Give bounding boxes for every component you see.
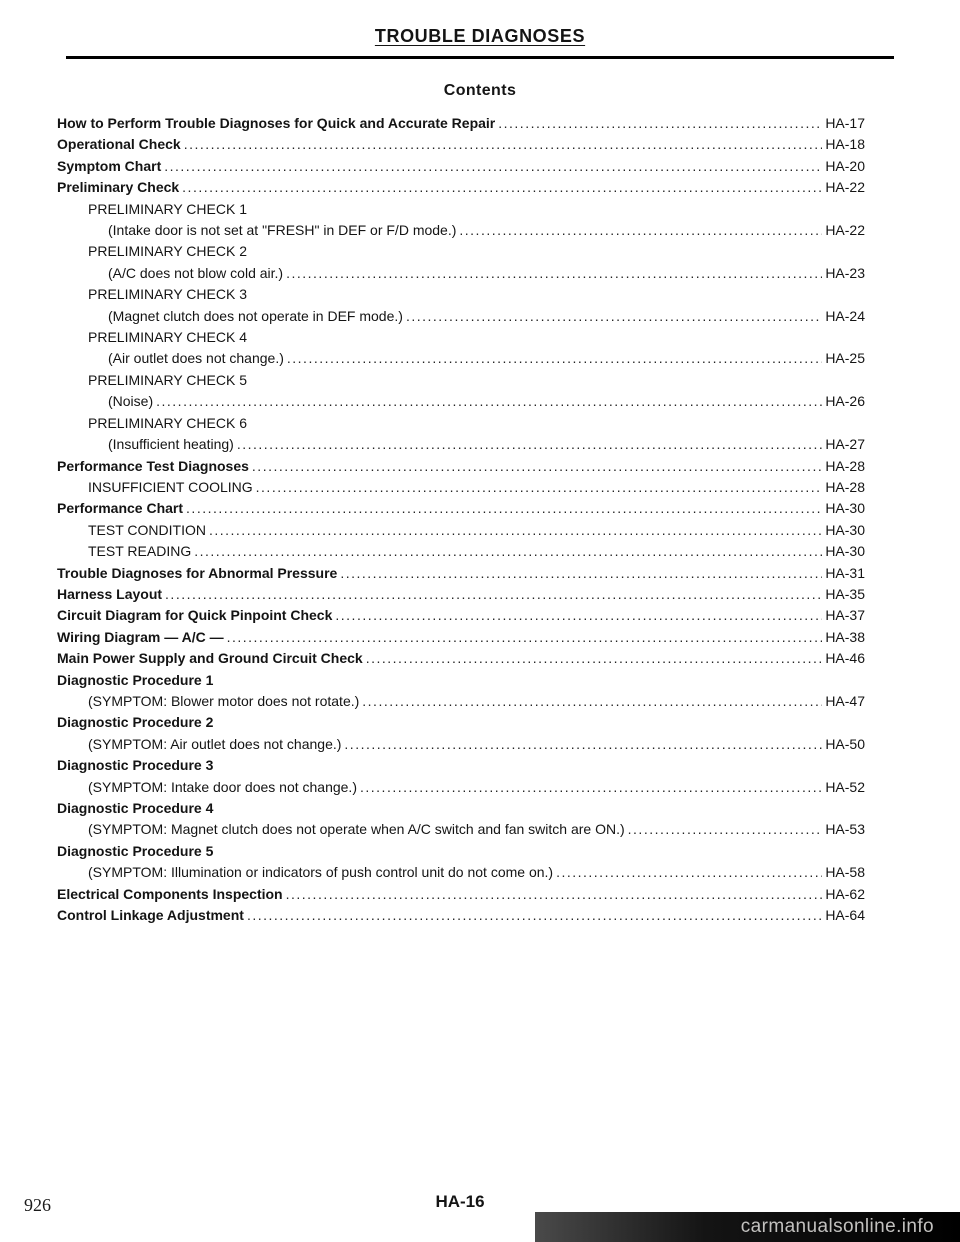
toc-leader-dots [194,541,822,562]
toc-entry-label: Diagnostic Procedure 2 [57,714,214,731]
toc-entry [57,819,865,840]
toc-entry-label: (Magnet clutch does not operate in DEF mode.) [108,307,403,324]
toc-entry [57,306,865,327]
toc-entry [57,755,865,776]
toc-entry-label: INSUFFICIENT COOLING [88,478,253,495]
toc-leader-dots [459,220,822,241]
toc-entry-page: HA-26 [825,393,865,410]
toc-entry-label: PRELIMINARY CHECK 5 [88,371,247,388]
toc-entry-label: TEST CONDITION [88,521,206,538]
toc-entry-label: Wiring Diagram — A/C — [57,628,224,645]
toc-entry [57,605,865,626]
toc-entry-label: Circuit Diagram for Quick Pinpoint Check [57,607,333,624]
header-rule [66,56,894,59]
toc-entry-label: PRELIMINARY CHECK 1 [88,200,247,217]
toc-entry [57,798,865,819]
toc-leader-dots [628,819,823,840]
contents-title: Contents [443,82,517,99]
toc-entry-label: (A/C does not blow cold air.) [108,264,284,281]
toc-entry-label: Control Linkage Adjustment [57,907,244,924]
toc-leader-dots [340,563,822,584]
toc-entry-page: HA-28 [825,478,865,495]
toc-leader-dots [335,605,822,626]
toc-entry [57,156,865,177]
toc-entry [57,563,865,584]
toc-entry-page: HA-53 [825,821,865,838]
toc-leader-dots [556,862,822,883]
toc-entry-page: HA-31 [825,564,865,581]
toc-entry [57,370,865,391]
toc-leader-dots [360,777,822,798]
toc-entry-label: PRELIMINARY CHECK 4 [88,329,247,346]
toc-entry [57,456,865,477]
toc-entry [57,199,865,220]
toc-entry [57,670,865,691]
toc-entry [57,134,865,155]
toc-entry-label: Electrical Components Inspection [57,885,283,902]
toc-leader-dots [247,905,822,926]
toc-entry-page: HA-46 [825,650,865,667]
toc-entry-page: HA-47 [825,692,865,709]
table-of-contents [57,113,865,926]
toc-entry [57,113,865,134]
toc-entry-label: (Intake door is not set at "FRESH" in DEF or F/D mode.) [108,222,457,239]
toc-entry [57,712,865,733]
toc-entry-label: How to Perform Trouble Diagnoses for Quick and Accurate Repair [57,115,496,131]
toc-entry [57,862,865,883]
toc-entry-page: HA-37 [825,607,865,624]
toc-entry [57,648,865,669]
toc-entry [57,434,865,455]
toc-leader-dots [252,456,822,477]
section-page-number: HA-16 [435,1192,485,1211]
toc-entry-page: HA-58 [825,864,865,881]
toc-entry-page: HA-27 [825,436,865,453]
toc-entry [57,241,865,262]
toc-entry-label: Diagnostic Procedure 1 [57,671,214,688]
book-page-number: 926 [24,1195,51,1215]
toc-entry-page: HA-38 [825,628,865,645]
toc-leader-dots [362,691,822,712]
toc-entry [57,841,865,862]
toc-entry-page: HA-30 [825,543,865,560]
toc-entry [57,498,865,519]
toc-entry-page: HA-17 [825,115,865,131]
toc-entry-page: HA-25 [825,350,865,367]
toc-entry-page: HA-28 [825,457,865,474]
toc-entry-label: Preliminary Check [57,179,180,196]
toc-entry [57,541,865,562]
toc-entry [57,413,865,434]
toc-entry-label: Performance Chart [57,500,184,517]
toc-leader-dots [286,884,823,905]
toc-entry [57,391,865,412]
toc-entry-label: Main Power Supply and Ground Circuit Check [57,650,363,667]
toc-leader-dots [182,177,822,198]
toc-entry [57,220,865,241]
toc-entry [57,177,865,198]
toc-entry-page: HA-35 [825,585,865,602]
toc-leader-dots [164,156,822,177]
toc-entry-label: Diagnostic Procedure 3 [57,757,214,774]
toc-entry-page: HA-24 [825,307,865,324]
toc-entry-label: (SYMPTOM: Blower motor does not rotate.) [88,692,360,709]
toc-entry-page: HA-23 [825,264,865,281]
toc-entry-label: Diagnostic Procedure 4 [57,800,214,816]
toc-entry [57,477,865,498]
toc-entry-page: HA-30 [825,521,865,538]
toc-entry [57,327,865,348]
toc-entry-label: (Noise) [108,393,154,410]
toc-leader-dots [227,627,823,648]
toc-entry-page: HA-18 [825,136,865,153]
toc-entry-page: HA-62 [825,885,865,902]
toc-entry-label: PRELIMINARY CHECK 2 [88,243,247,260]
toc-leader-dots [237,434,822,455]
toc-leader-dots [156,391,822,412]
toc-entry-label: Harness Layout [57,585,163,602]
toc-entry-page: HA-50 [825,735,865,752]
toc-entry [57,777,865,798]
toc-entry-page: HA-64 [825,907,865,924]
toc-entry-label: Symptom Chart [57,157,162,174]
toc-entry-page: HA-52 [825,778,865,795]
toc-entry [57,284,865,305]
toc-entry [57,584,865,605]
toc-entry [57,691,865,712]
toc-entry-page: HA-22 [825,222,865,239]
toc-entry [57,263,865,284]
toc-entry-label: (Air outlet does not change.) [108,350,284,367]
toc-leader-dots [498,113,822,134]
toc-leader-dots [287,348,822,369]
toc-leader-dots [209,520,822,541]
toc-entry [57,884,865,905]
toc-entry-label: Trouble Diagnoses for Abnormal Pressure [57,564,338,581]
toc-leader-dots [406,306,822,327]
toc-leader-dots [256,477,823,498]
toc-leader-dots [344,734,822,755]
toc-entry-label: (SYMPTOM: Intake door does not change.) [88,778,357,795]
toc-entry [57,627,865,648]
toc-entry-page: HA-30 [825,500,865,517]
toc-entry-label: (Insufficient heating) [108,436,234,453]
section-title: TROUBLE DIAGNOSES [374,26,586,46]
toc-entry-label: (SYMPTOM: Illumination or indicators of push control unit do not come on.) [88,864,554,881]
watermark: carmanualsonline.info [535,1212,960,1242]
toc-leader-dots [366,648,823,669]
toc-entry-label: Diagnostic Procedure 5 [57,842,214,859]
toc-entry-label: TEST READING [88,543,192,560]
toc-entry-page: HA-22 [825,179,865,196]
toc-entry [57,905,865,926]
toc-entry-page: HA-20 [825,157,865,174]
toc-entry-label: (SYMPTOM: Air outlet does not change.) [88,735,342,752]
toc-entry-label: (SYMPTOM: Magnet clutch does not operate when A/C switch and fan switch are ON.) [88,821,625,838]
toc-entry-label: Operational Check [57,136,181,153]
toc-leader-dots [186,498,822,519]
toc-leader-dots [184,134,823,155]
toc-leader-dots [286,263,822,284]
toc-entry-label: Performance Test Diagnoses [57,457,249,474]
toc-entry [57,348,865,369]
toc-entry-label: PRELIMINARY CHECK 6 [88,414,247,431]
toc-leader-dots [165,584,822,605]
toc-entry-label: PRELIMINARY CHECK 3 [88,286,247,303]
toc-entry [57,734,865,755]
toc-entry [57,520,865,541]
